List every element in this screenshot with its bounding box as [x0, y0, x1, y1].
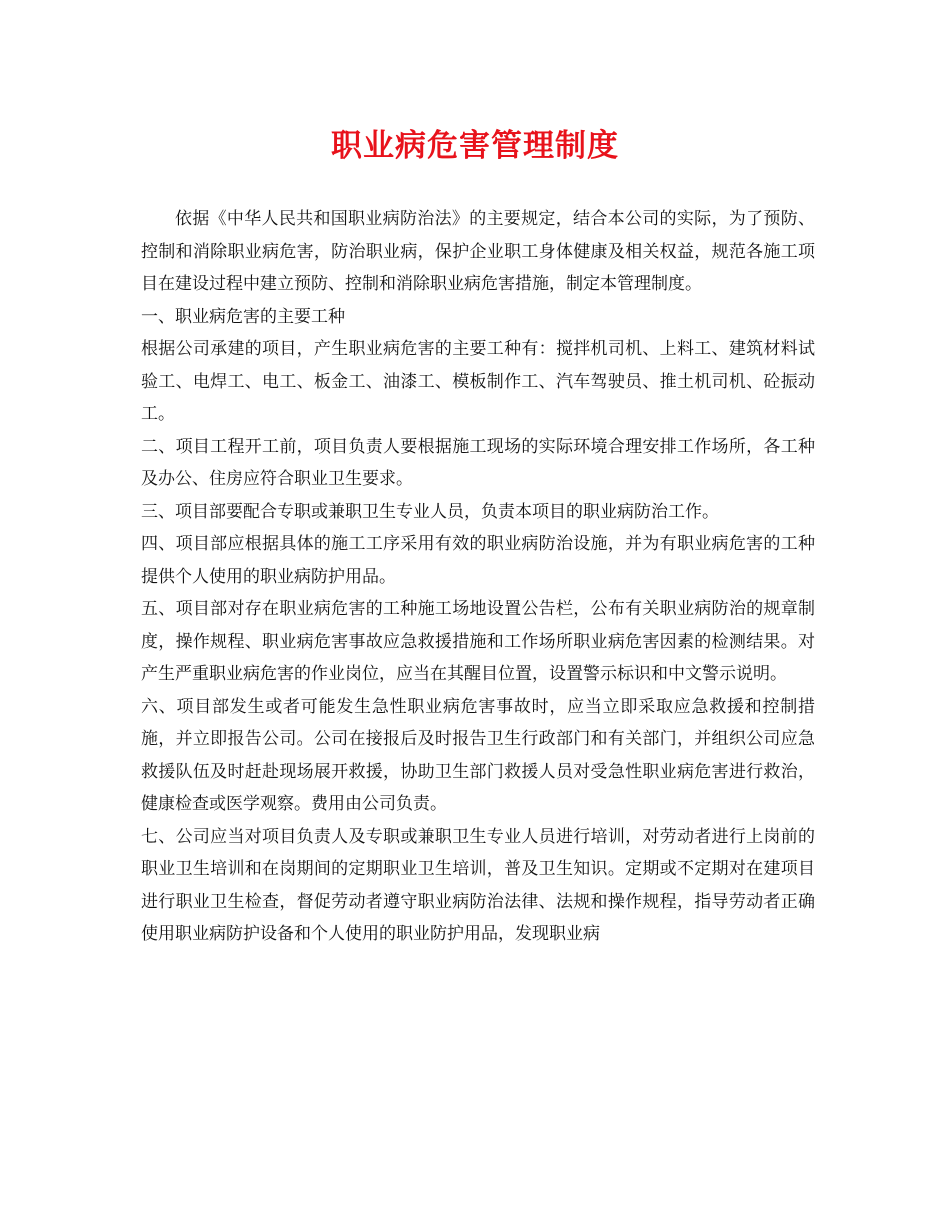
paragraph-section-7: 七、公司应当对项目负责人及专职或兼职卫生专业人员进行培训，对劳动者进行上岗前的职业卫生培训和在岗期间的定期职业卫生培训，普及卫生知识。定期或不定期对在建项目进行职业卫生检查，督促劳动者遵守职业病防治法律、法规和操作规程，指导劳动者正确使用职业病防护设备和个人使用的职业防护用品，发现职业病	[141, 826, 815, 944]
paragraph-intro: 依据《中华人民共和国职业病防治法》的主要规定，结合本公司的实际，为了预防、控制和消除职业病危害，防治职业病，保护企业职工身体健康及相关权益，规范各施工项目在建设过程中建立预防、控制和消除职业病危害措施，制定本管理制度。	[141, 209, 815, 294]
paragraph-section-6: 六、项目部发生或者可能发生急性职业病危害事故时，应当立即采取应急救援和控制措施，并立即报告公司。公司在接报后及时报告卫生行政部门和有关部门，并组织公司应急救援队伍及时赶赴现场展开救援，协助卫生部门救援人员对受急性职业病危害进行救治，健康检查或医学观察。费用由公司负责。	[141, 696, 815, 814]
paragraph-section-1-body: 根据公司承建的项目，产生职业病危害的主要工种有：搅拌机司机、上料工、建筑材料试验工、电焊工、电工、板金工、油漆工、模板制作工、汽车驾驶员、推土机司机、砼振动工。	[141, 339, 815, 424]
document-title: 职业病危害管理制度	[331, 128, 619, 164]
paragraph-section-2: 二、项目工程开工前，项目负责人要根据施工现场的实际环境合理安排工作场所，各工种及办公、住房应符合职业卫生要求。	[141, 436, 815, 489]
document-body	[141, 203, 815, 951]
paragraph-section-5: 五、项目部对存在职业病危害的工种施工场地设置公告栏，公布有关职业病防治的规章制度，操作规程、职业病危害事故应急救援措施和工作场所职业病危害因素的检测结果。对产生严重职业病危害的作业岗位，应当在其醒目位置，设置警示标识和中文警示说明。	[141, 599, 815, 684]
paragraph-section-3: 三、项目部要配合专职或兼职卫生专业人员，负责本项目的职业病防治工作。	[141, 501, 719, 522]
paragraph-section-4: 四、项目部应根据具体的施工工序采用有效的职业病防治设施，并为有职业病危害的工种提供个人使用的职业病防护用品。	[141, 534, 815, 587]
paragraph-section-1-heading: 一、职业病危害的主要工种	[141, 306, 345, 327]
